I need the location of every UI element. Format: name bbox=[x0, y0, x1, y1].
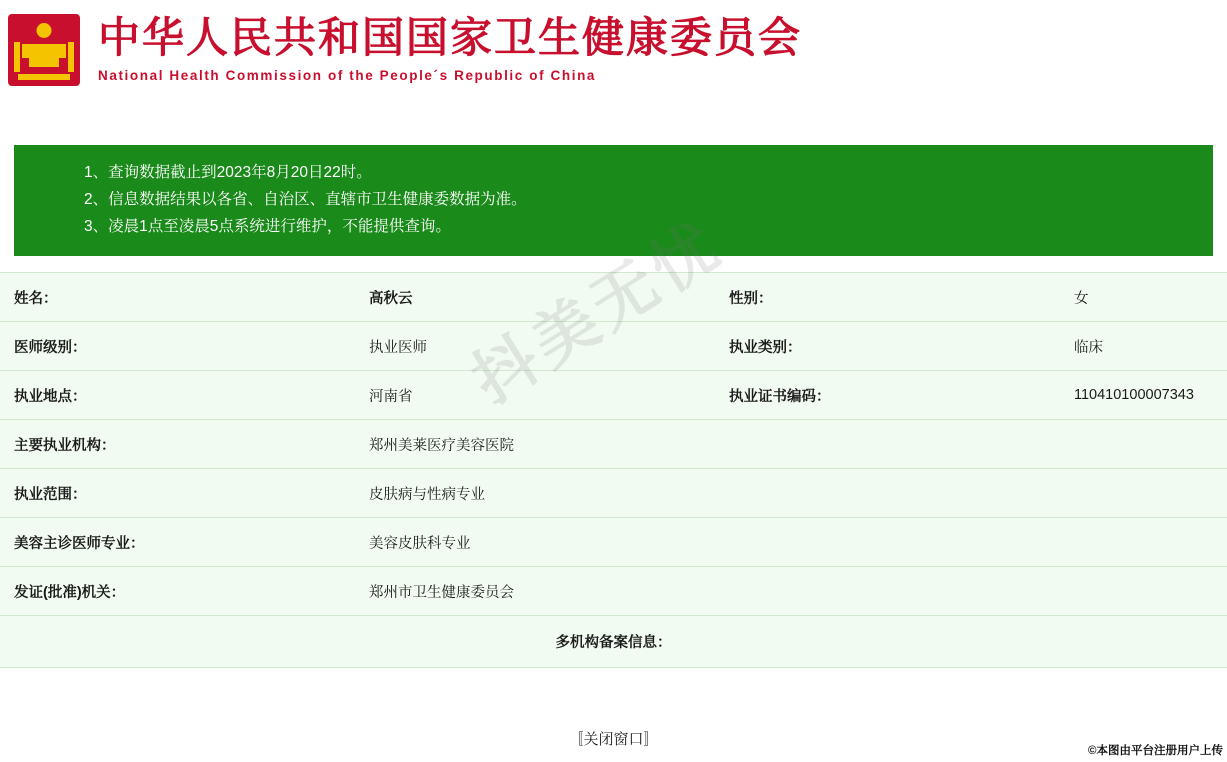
banner-text bbox=[98, 17, 802, 82]
doctor-info-table bbox=[0, 272, 1227, 668]
field-label-gender: 性别： bbox=[715, 273, 1060, 322]
national-emblem-icon bbox=[8, 14, 80, 86]
table-row bbox=[0, 322, 1227, 371]
notice-line-1: 1、查询数据截止到2023年8月20日22时。 bbox=[84, 164, 372, 181]
field-value-main-institution: 郑州美莱医疗美容医院 bbox=[355, 420, 1227, 469]
site-header-banner bbox=[0, 0, 827, 100]
notice-line-3: 3、凌晨1点至凌晨5点系统进行维护，不能提供查询。 bbox=[84, 218, 451, 236]
field-value-gender: 女 bbox=[1060, 273, 1227, 322]
field-label-practice-category: 执业类别： bbox=[715, 322, 1060, 371]
field-label-issuing-authority: 发证(批准)机关： bbox=[0, 567, 355, 616]
close-window-container bbox=[0, 728, 1227, 749]
field-label-name: 姓名： bbox=[0, 273, 355, 322]
notice-box bbox=[14, 145, 1213, 256]
field-value-license-number: 110410100007343 bbox=[1060, 371, 1227, 420]
field-value-practice-scope: 皮肤病与性病专业 bbox=[355, 469, 1227, 518]
field-value-practice-category: 临床 bbox=[1060, 322, 1227, 371]
table-row bbox=[0, 518, 1227, 567]
field-label-license-number: 执业证书编码： bbox=[715, 371, 1060, 420]
field-value-doctor-level: 执业医师 bbox=[355, 322, 715, 371]
table-row bbox=[0, 371, 1227, 420]
table-section-header-row bbox=[0, 616, 1227, 668]
field-value-cosmetic-specialty: 美容皮肤科专业 bbox=[355, 518, 1227, 567]
field-label-practice-scope: 执业范围： bbox=[0, 469, 355, 518]
table-row bbox=[0, 273, 1227, 322]
field-value-issuing-authority: 郑州市卫生健康委员会 bbox=[355, 567, 1227, 616]
table-row bbox=[0, 567, 1227, 616]
close-window-link[interactable]: 〚关闭窗口〛 bbox=[568, 731, 659, 749]
field-value-name: 高秋云 bbox=[355, 273, 715, 322]
notice-line-2: 2、信息数据结果以各省、自治区、直辖市卫生健康委数据为准。 bbox=[84, 191, 527, 209]
section-title-multi-institution: 多机构备案信息： bbox=[0, 616, 1227, 668]
organization-title-en: National Health Commission of the People´s Republic of China bbox=[98, 67, 597, 83]
upload-credit-text: ©本图由平台注册用户上传 bbox=[1088, 745, 1223, 757]
table-row bbox=[0, 420, 1227, 469]
organization-title-cn: 中华人民共和国国家卫生健康委员会 bbox=[98, 16, 803, 63]
field-value-practice-location: 河南省 bbox=[355, 371, 715, 420]
table-row bbox=[0, 469, 1227, 518]
field-label-cosmetic-specialty: 美容主诊医师专业： bbox=[0, 518, 355, 567]
header-spacer bbox=[0, 100, 1227, 145]
field-label-practice-location: 执业地点： bbox=[0, 371, 355, 420]
field-label-main-institution: 主要执业机构： bbox=[0, 420, 355, 469]
field-label-doctor-level: 医师级别： bbox=[0, 322, 355, 371]
